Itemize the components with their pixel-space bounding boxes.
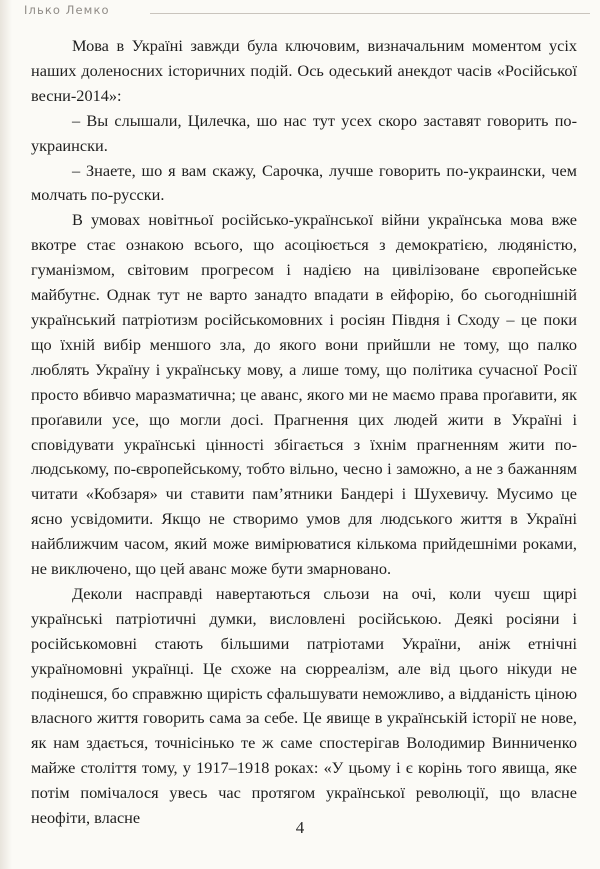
paragraph: В умовах новітньої російсько-української війни українська мова вже вкотре стає ознакою всього, що асоціюється з демократією, людяністю, гуманізмом, світовим прогресом і надією на цивілізоване європейське майбутнє. Однак тут не варто занадто впадати в ейфорію, бо сьогоднішній український патріотизм російськомовних і росіян Півдня і Сходу – це поки що їхній вибір меншого зла, до якого вони прийшли не тому, що палко люблять Україну і українську мову, а лише тому, що політика сучасної Росії просто вбивчо маразматична; це аванс, якого ми не маємо права проґавити, як проґавили усе, що могли досі. Прагнення цих людей жити в Україні і сповідувати українські цінності збігається з їхнім прагненням жити по-людському, по-європейському, тобто вільно, чесно і заможно, а не з бажанням читати «Кобзаря» чи ставити пам’ятники Бандері і Шухевичу. Мусимо це ясно усвідомити. Якщо не створимо умов для людського життя в Україні найближчим часом, який може вимірюватися кількома прийдешніми роками, не виключено, що цей аванс може бути змарновано. [31, 210, 577, 579]
dialogue-line: – Знаете, шо я вам скажу, Сарочка, лучше говорить по-украински, чем молчать по-русски. [31, 160, 577, 205]
page-number: 4 [295, 818, 305, 837]
running-header: Ілько Лемко [24, 3, 110, 17]
paragraph: Мова в Україні завжди була ключовим, визначальним моментом усіх наших доленосних історичних подій. Ось одеський анекдот часів «Російської весни-2014»: [31, 36, 577, 105]
body-text [31, 34, 577, 831]
header-rule [150, 13, 590, 14]
dialogue-line: – Вы слышали, Цилечка, шо нас тут усех скоро заставят говорить по-украински. [31, 110, 577, 155]
page-gutter-shadow [0, 0, 12, 869]
paragraph: Деколи насправді навертаються сльози на очі, коли чуєш щирі українські патріотичні думки, висловлені російською. Деякі росіяни і російськомовні стають більшими патріотами України, аніж етнічні україномовні українці. Це схоже на сюрреалізм, але від цього нікуди не подінешся, бо справжню щирість сфальшувати неможливо, а відданість ціною власного життя говорить сама за себе. Це явище в українській історії не нове, як нам здається, точнісінько те ж саме спостерігав Володимир Винниченко майже століття тому, у 1917–1918 роках: «У цьому і є корінь того явища, яке потім помічалося увесь час протягом української революції, що власне неофіти, власне [31, 583, 577, 828]
